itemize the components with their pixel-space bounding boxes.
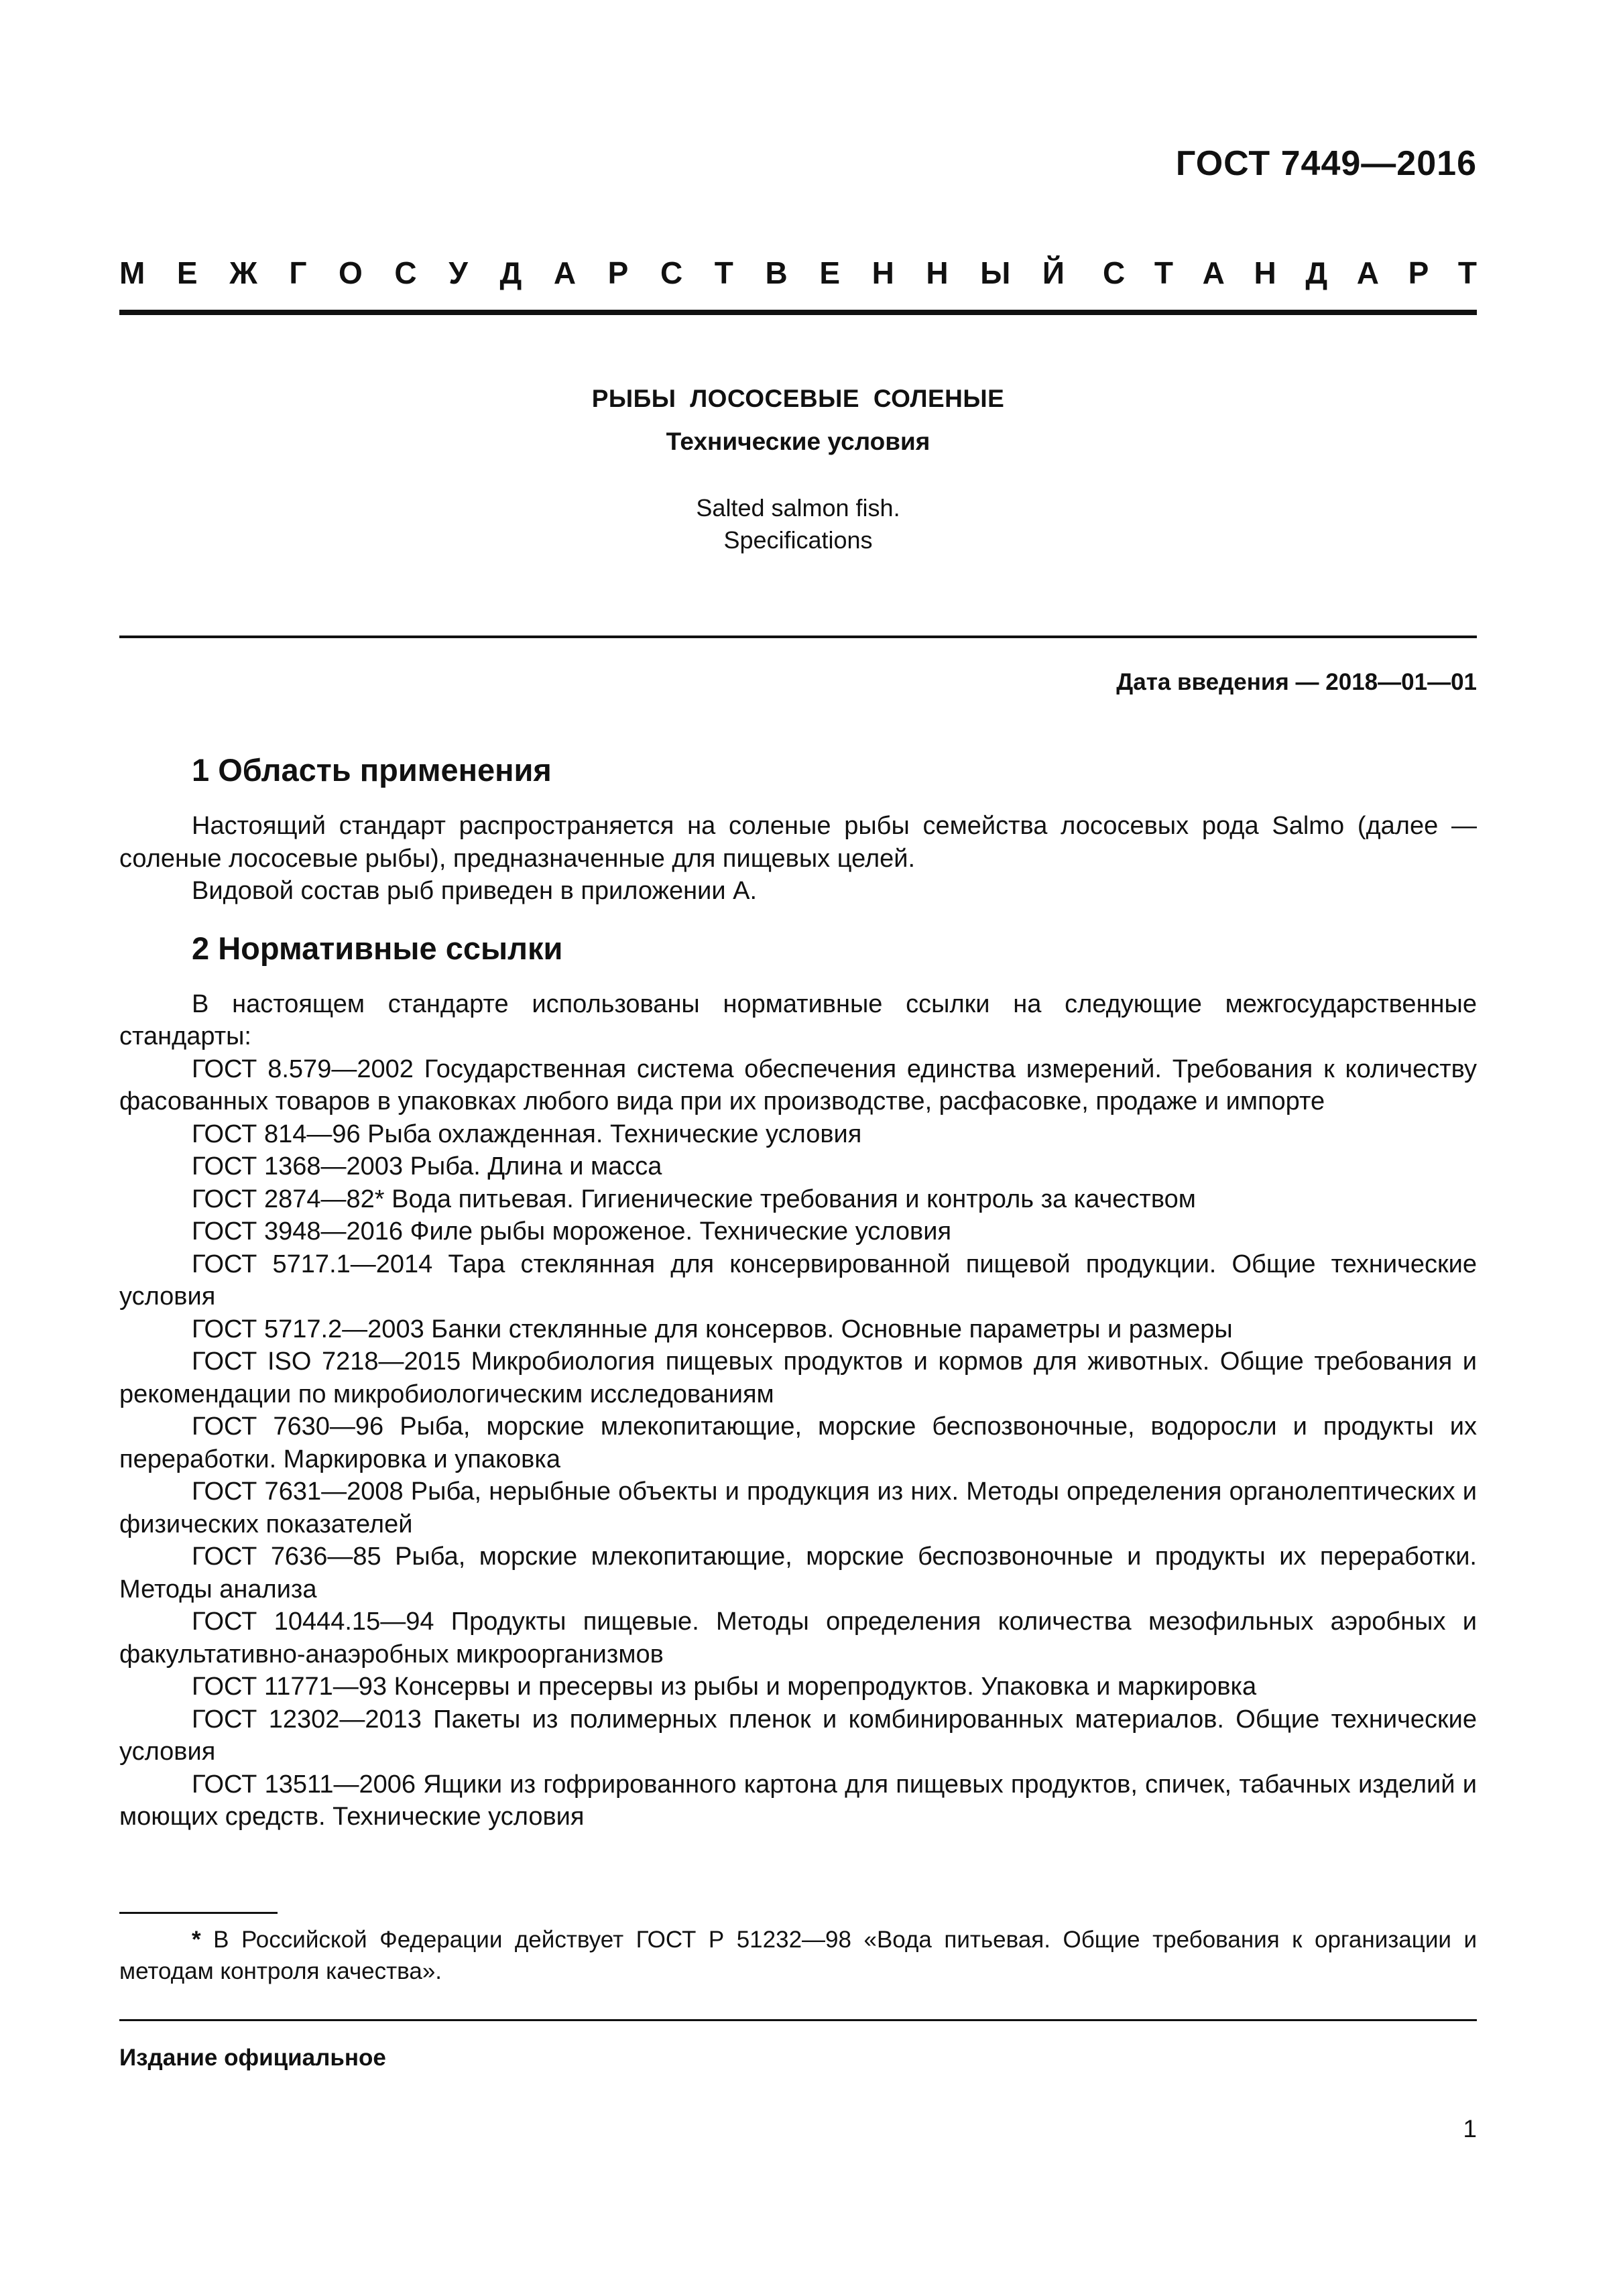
reference-item: ГОСТ 814—96 Рыба охлажденная. Технические условия <box>192 1120 862 1148</box>
reference-item: ГОСТ 13511—2006 Ящики из гофрированного картона для пищевых продуктов, спичек, табачных изделий и моющих средств. Технические условия <box>119 1770 1477 1831</box>
page-number: 1 <box>1463 2115 1477 2142</box>
reference-item: ГОСТ ISO 7218—2015 Микробиология пищевых продуктов и кормов для животных. Общие требования и рекомендации по микробиологическим исследованиям <box>119 1347 1477 1408</box>
footer-divider <box>119 2019 1477 2021</box>
banner-word-interstate: М Е Ж Г О С У Д А Р С Т В Е Н Н Ы Й <box>119 255 1065 290</box>
reference-item: ГОСТ 5717.2—2003 Банки стеклянные для консервов. Основные параметры и размеры <box>192 1315 1233 1343</box>
footnote-text: В Российской Федерации действует ГОСТ Р 51232—98 «Вода питьевая. Общие требования к организации и методам контроля качества». <box>119 1927 1477 1984</box>
banner-word-standard: С Т А Н Д А Р Т <box>1103 255 1477 290</box>
section-1-paragraph: Настоящий стандарт распространяется на соленые рыбы семейства лососевых рода Salmo (далее — соленые лососевые рыбы), предназначенные для пищевых целей. <box>119 812 1477 873</box>
reference-item: ГОСТ 7631—2008 Рыба, нерыбные объекты и продукция из них. Методы определения органолептических и физических показателей <box>119 1477 1477 1538</box>
section-2-heading: 2 Нормативные ссылки <box>192 930 563 966</box>
document-body <box>119 751 1477 1833</box>
normative-references-list <box>119 1053 1477 1833</box>
standard-number: ГОСТ 7449—2016 <box>1175 144 1477 183</box>
section-1-paragraph: Видовой состав рыб приведен в приложении А. <box>192 877 758 905</box>
header-divider <box>119 310 1477 315</box>
reference-item: ГОСТ 7636—85 Рыба, морские млекопитающие, морские беспозвоночные и продукты их переработки. Методы анализа <box>119 1543 1477 1604</box>
reference-item: ГОСТ 8.579—2002 Государственная система обеспечения единства измерений. Требования к количеству фасованных товаров в упаковках любого вида при их производстве, расфасовке, продаже и импорте <box>119 1054 1477 1115</box>
introduction-date: Дата введения — 2018—01—01 <box>1116 669 1477 695</box>
reference-item: ГОСТ 11771—93 Консервы и пресервы из рыбы и морепродуктов. Упаковка и маркировка <box>192 1673 1257 1701</box>
reference-item: ГОСТ 5717.1—2014 Тара стеклянная для консервированной пищевой продукции. Общие технические условия <box>119 1250 1477 1311</box>
reference-item: ГОСТ 10444.15—94 Продукты пищевые. Методы определения количества мезофильных аэробных и факультативно-анаэробных микроорганизмов <box>119 1608 1477 1669</box>
reference-item: ГОСТ 7630—96 Рыба, морские млекопитающие, морские беспозвоночные, водоросли и продукты их переработки. Маркировка и упаковка <box>119 1412 1477 1473</box>
document-subtitle: Технические условия <box>666 428 930 455</box>
title-divider <box>119 636 1477 638</box>
section-2-intro: В настоящем стандарте использованы нормативные ссылки на следующие межгосударственные стандарты: <box>119 989 1477 1050</box>
title-block <box>119 385 1477 556</box>
footnote <box>119 1924 1477 1987</box>
official-edition-label: Издание официальное <box>119 2045 386 2071</box>
footnote-marker: * <box>192 1927 201 1953</box>
reference-item: ГОСТ 2874—82* Вода питьевая. Гигиенические требования и контроль за качеством <box>192 1185 1196 1213</box>
document-title: РЫБЫ ЛОСОСЕВЫЕ СОЛЕНЫЕ <box>591 385 1005 412</box>
reference-item: ГОСТ 3948—2016 Филе рыбы мороженое. Технические условия <box>192 1217 952 1246</box>
reference-item: ГОСТ 12302—2013 Пакеты из полимерных пленок и комбинированных материалов. Общие технические условия <box>119 1705 1477 1766</box>
interstate-standard-banner <box>119 255 1477 291</box>
section-1-heading: 1 Область применения <box>192 752 552 788</box>
reference-item: ГОСТ 1368—2003 Рыба. Длина и масса <box>192 1152 662 1181</box>
footnote-divider <box>119 1912 278 1914</box>
english-title: Salted salmon fish. Specifications <box>696 494 900 554</box>
